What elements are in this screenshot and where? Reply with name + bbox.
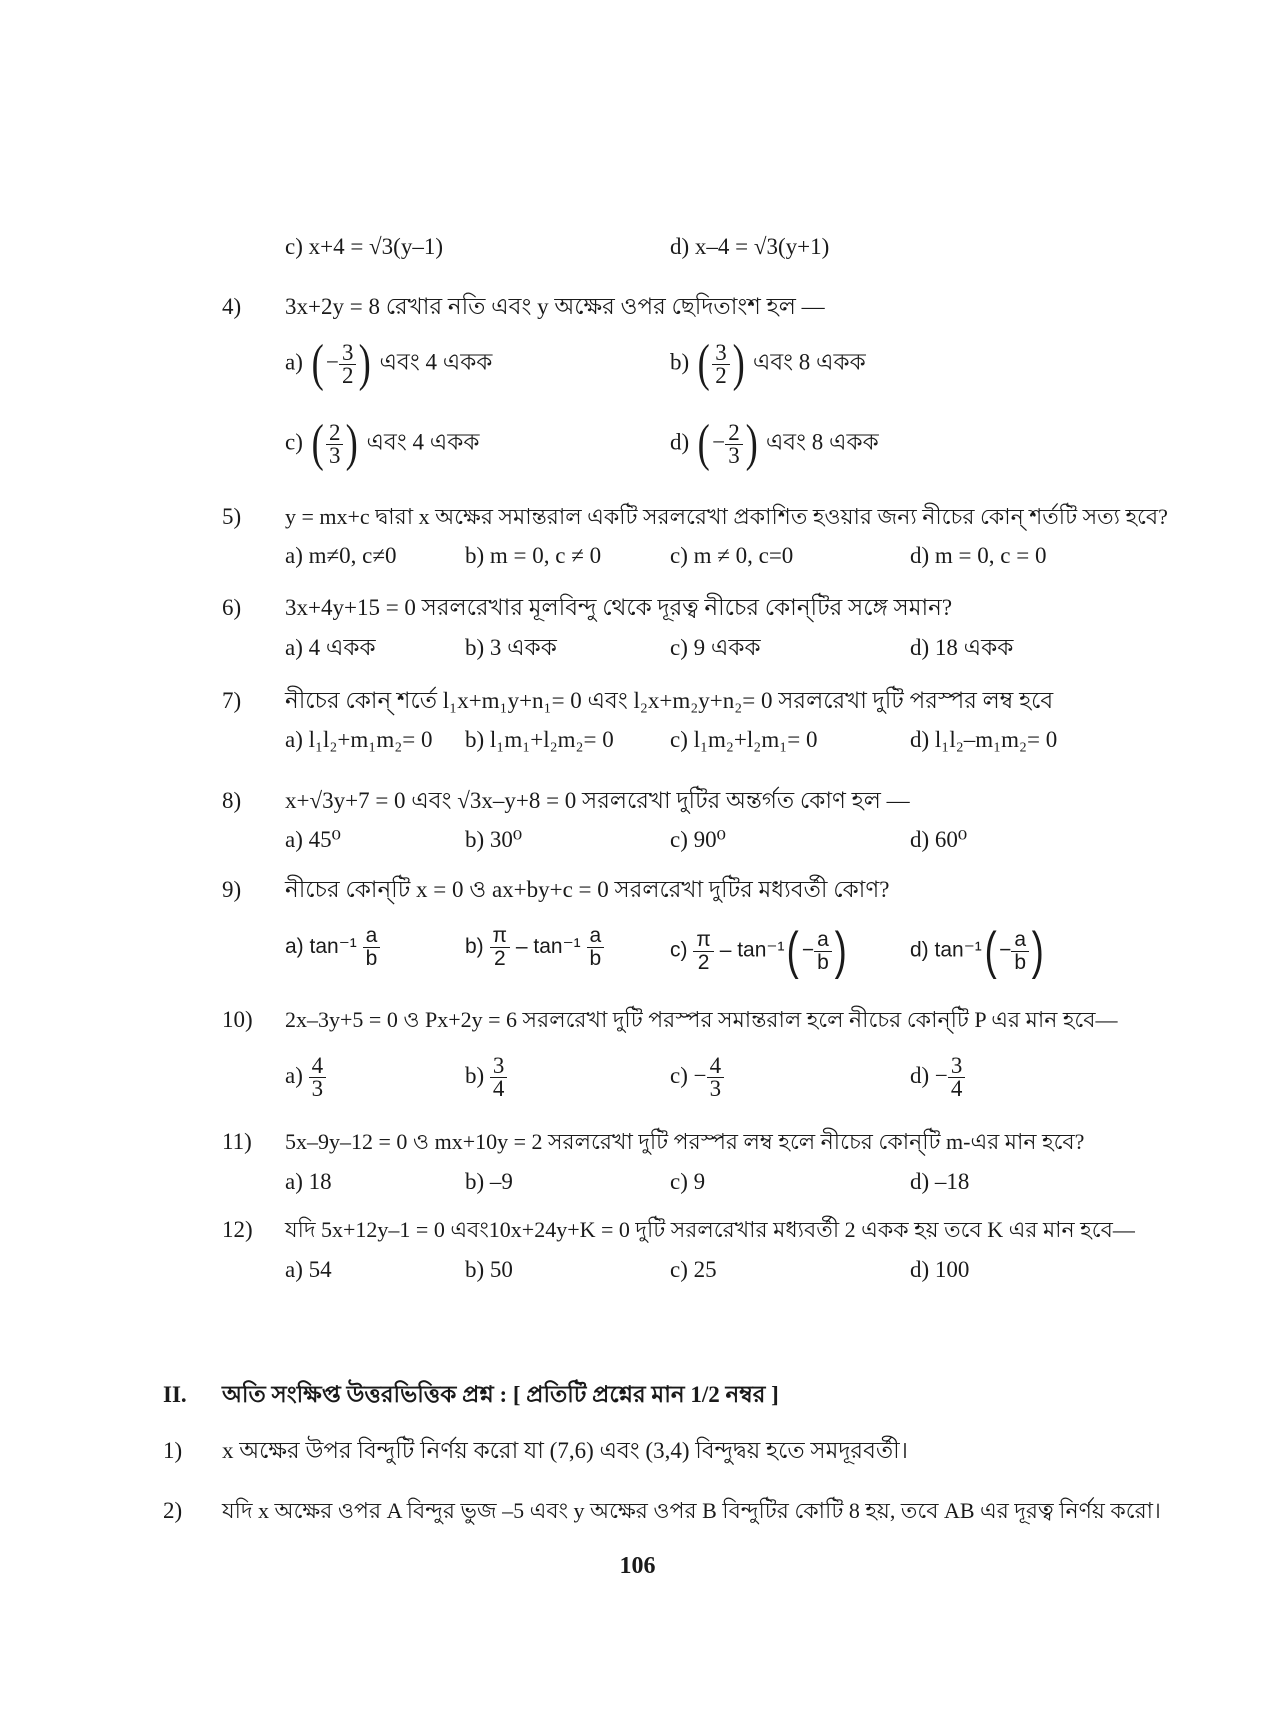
q12-option-b: b) 50 [465,1257,513,1282]
q4-option-d: d) ( − $\frac{2}{3}$ ) এবং 8 একক [670,415,879,472]
q8-option-b: b) 30⁰ [465,827,523,852]
q7-option-b: b) l₁m₁+l₂m₂= 0 [465,727,614,752]
page-number: 106 [619,1553,656,1579]
q10-option-c: c) − $\frac{4}{3}$ [670,1055,724,1100]
q12-option-a: a) 54 [285,1257,332,1282]
question-number: 6) [222,595,242,620]
q6-option-a: a) 4 একক [285,635,376,660]
question-number: 4) [222,294,242,319]
q11-option-d: d) –18 [910,1169,970,1194]
q6-option-c: c) 9 একক [670,635,761,660]
question-number: 7) [222,688,242,713]
question-text: x+√3y+7 = 0 এবং √3x–y+8 = 0 সরলরেখা দুটির অন্তর্গত কোণ হল — [285,788,910,813]
q8-option-c: c) 90⁰ [670,827,726,852]
q7-option-d: d) l₁l₂–m₁m₂= 0 [910,727,1058,752]
question-number: 2) [163,1498,183,1523]
q10-option-d: d) − $\frac{3}{4}$ [910,1055,965,1100]
question-number: 9) [222,877,242,902]
q11-option-c: c) 9 [670,1169,706,1194]
q9-option-b: b) $\frac{\pi}{2}$ – tan⁻¹ $\frac{a}{b}$ [465,925,604,970]
q8-option-a: a) 45⁰ [285,827,341,852]
question-number: 5) [222,504,242,529]
q12-option-d: d) 100 [910,1257,970,1282]
question-text: y = mx+c দ্বারা x অক্ষের সমান্তরাল একটি সরলরেখা প্রকাশিত হওয়ার জন্য নীচের কোন্ শর্তটি সত্য হবে? [285,504,1168,529]
question-number: 1) [163,1438,183,1463]
question-text: নীচের কোন্‌টি x = 0 ও ax+by+c = 0 সরলরেখা দুটির মধ্যবর্তী কোণ? [285,877,890,902]
question-number: 10) [222,1007,253,1032]
q4-option-a: a) ( − $\frac{3}{2}$ ) এবং 4 একক [285,335,493,392]
q7-option-a: a) l₁l₂+m₁m₂= 0 [285,727,433,752]
q5-option-a: a) m≠0, c≠0 [285,543,397,568]
question-text: 5x–9y–12 = 0 ও mx+10y = 2 সরলরেখা দুটি পরস্পর লম্ব হলে নীচের কোন্‌টি m-এর মান হবে? [285,1129,1085,1154]
question-number: 11) [222,1129,252,1154]
q9-option-d: d) tan⁻¹( − $\frac{a}{b}$ ) [910,922,1044,980]
q3-option-d: d) x–4 = √3(y+1) [670,234,830,259]
q4-option-b: b) ( $\frac{3}{2}$ ) এবং 8 একক [670,335,866,392]
q4-option-c: c) ( $\frac{2}{3}$ ) এবং 4 একক [285,415,480,472]
question-text: 3x+4y+15 = 0 সরলরেখার মূলবিন্দু থেকে দূরত্ব নীচের কোন্‌টির সঙ্গে সমান? [285,595,953,620]
q5-option-d: d) m = 0, c = 0 [910,543,1047,568]
question-text: 2x–3y+5 = 0 ও Px+2y = 6 সরলরেখা দুটি পরস্পর সমান্তরাল হলে নীচের কোন্‌টি P এর মান হবে— [285,1007,1118,1032]
q12-option-c: c) 25 [670,1257,717,1282]
q3-option-c: c) x+4 = √3(y–1) [285,234,444,259]
q9-option-c: c) $\frac{\pi}{2}$ – tan⁻¹( − $\frac{a}{b}$ ) [670,922,847,980]
question-text: যদি 5x+12y–1 = 0 এবং10x+24y+K = 0 দুটি সরলরেখার মধ্যবর্তী 2 একক হয় তবে K এর মান হবে— [285,1217,1135,1242]
q5-option-b: b) m = 0, c ≠ 0 [465,543,602,568]
q8-option-d: d) 60⁰ [910,827,968,852]
question-text: নীচের কোন্ শর্তে l₁x+m₁y+n₁= 0 এবং l₂x+m₂y+n₂= 0 সরলরেখা দুটি পরস্পর লম্ব হবে [285,688,1054,713]
q6-option-b: b) 3 একক [465,635,557,660]
q10-option-b: b) $\frac{3}{4}$ [465,1055,507,1100]
section-title: অতি সংক্ষিপ্ত উত্তরভিত্তিক প্রশ্ন : [ প্রতিটি প্রশ্নের মান 1/2 নম্বর ] [222,1382,779,1407]
question-text: 3x+2y = 8 রেখার নতি এবং y অক্ষের ওপর ছেদিতাংশ হল — [285,294,825,319]
q7-option-c: c) l₁m₂+l₂m₁= 0 [670,727,818,752]
q10-option-a: a) $\frac{4}{3}$ [285,1055,326,1100]
q5-option-c: c) m ≠ 0, c=0 [670,543,794,568]
section-number: II. [163,1382,187,1407]
q9-option-a: a) tan⁻¹ $\frac{a}{b}$ [285,925,380,970]
q6-option-d: d) 18 একক [910,635,1014,660]
question-number: 8) [222,788,242,813]
question-number: 12) [222,1217,253,1242]
question-text: যদি x অক্ষের ওপর A বিন্দুর ভুজ –5 এবং y অক্ষের ওপর B বিন্দুটির কোটি 8 হয়, তবে AB এর দূরত্ব নির্ণয় করো। [222,1498,1161,1523]
question-text: x অক্ষের উপর বিন্দুটি নির্ণয় করো যা (7,6) এবং (3,4) বিন্দুদ্বয় হতে সমদূরবর্তী। [222,1438,908,1463]
q11-option-b: b) –9 [465,1169,513,1194]
q11-option-a: a) 18 [285,1169,332,1194]
